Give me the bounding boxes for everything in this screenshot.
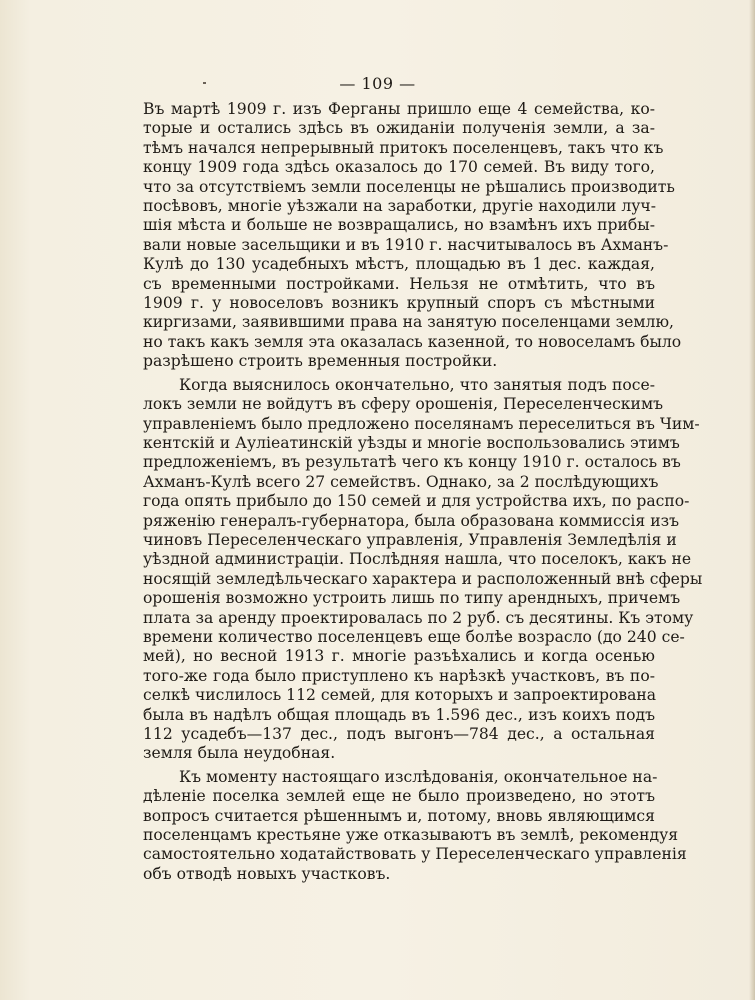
- text-line: Кулѣ до 130 усадебныхъ мѣстъ, площадью въ 1 дес. каждая,: [143, 255, 655, 274]
- text-line: самостоятельно ходатайствовать у Переселенческаго управленія: [143, 845, 687, 864]
- text-line: чиновъ Переселенческаго управленія, Управленія Земледѣлія и: [143, 530, 677, 549]
- text-line: 1909 г. у новоселовъ возникъ крупный споръ съ мѣстными: [143, 294, 655, 313]
- text-line: вали новые засельщики и въ 1910 г. насчитывалось въ Ахманъ-: [143, 235, 669, 254]
- page-number: — 109 —: [339, 74, 416, 93]
- text-line: что за отсутствіемъ земли поселенцы не рѣшались производить: [143, 177, 675, 196]
- page-edge-shadow: [749, 0, 755, 1000]
- text-line: вопросъ считается рѣшеннымъ и, потому, вновь являющимся: [143, 806, 655, 825]
- text-line: торые и остались здѣсь въ ожиданіи полученія земли, а за-: [143, 119, 655, 138]
- text-line: того-же года было приступлено къ нарѣзкѣ участковъ, въ по-: [143, 666, 655, 685]
- paragraph: [143, 100, 682, 372]
- text-line: управленіемъ было предложено поселянамъ переселиться въ Чим-: [143, 414, 700, 433]
- text-line: Когда выяснилось окончательно, что занятыя подъ посе-: [179, 375, 655, 394]
- text-line: дѣленіе поселка землей еще не было произведено, но этотъ: [143, 787, 655, 806]
- text-line: носящій земледѣльческаго характера и расположенный внѣ сферы: [143, 569, 703, 588]
- text-line: Ахманъ-Кулѣ всего 27 семействъ. Однако, за 2 послѣдующихъ: [143, 472, 659, 491]
- text-line: съ временными постройками. Нельзя не отмѣтить, что въ: [143, 274, 655, 293]
- text-line: года опять прибыло до 150 семей и для устройства ихъ, по распо-: [143, 492, 690, 511]
- paragraph: [143, 767, 687, 884]
- text-line: плата за аренду проектировалась по 2 руб. съ десятины. Къ этому: [143, 608, 694, 627]
- text-line: посѣвовъ, многіе уѣзжали на заработки, другіе находили луч-: [143, 197, 657, 216]
- body-text: [143, 100, 703, 884]
- text-line: концу 1909 года здѣсь оказалось до 170 семей. Въ виду того,: [143, 158, 655, 177]
- text-line: Къ моменту настоящаго изслѣдованія, окончательное на-: [179, 767, 658, 786]
- text-line: уѣздной администраціи. Послѣдняя нашла, что поселокъ, какъ не: [143, 550, 692, 569]
- text-line: была въ надѣлъ общая площадь въ 1.596 дес., изъ коихъ подъ: [143, 705, 655, 724]
- text-line: земля была неудобная.: [143, 744, 336, 763]
- text-line: кентскій и Ауліеатинскій уѣзды и многіе воспользовались этимъ: [143, 433, 680, 452]
- text-line: локъ земли не войдутъ въ сферу орошенія, Переселенческимъ: [143, 395, 663, 414]
- text-line: разрѣшено строить временныя постройки.: [143, 352, 498, 371]
- text-line: киргизами, заявившими права на занятую поселенцами землю,: [143, 313, 674, 332]
- text-line: селкѣ числилось 112 семей, для которыхъ и запроектирована: [143, 686, 657, 705]
- text-line: шія мѣста и больше не возвращались, но взамѣнъ ихъ прибы-: [143, 216, 655, 235]
- text-line: поселенцамъ крестьяне уже отказываютъ въ землѣ, рекомендуя: [143, 826, 679, 845]
- paragraph: [143, 375, 703, 764]
- text-line: но такъ какъ земля эта оказалась казенной, то новоселамъ было: [143, 332, 682, 351]
- text-line: объ отводѣ новыхъ участковъ.: [143, 864, 391, 883]
- paragraphs-container: [143, 100, 703, 884]
- text-line: орошенія возможно устроить лишь по типу арендныхъ, причемъ: [143, 589, 681, 608]
- text-line: тѣмъ начался непрерывный притокъ поселенцевъ, такъ что къ: [143, 138, 664, 157]
- text-line: времени количество поселенцевъ еще болѣе возрасло (до 240 се-: [143, 627, 685, 646]
- text-line: Въ мартѣ 1909 г. изъ Ферганы пришло еще 4 семейства, ко-: [143, 100, 655, 118]
- text-line: 112 усадебъ—137 дес., подъ выгонъ—784 дес., а остальная: [143, 725, 655, 743]
- text-line: мей), но весной 1913 г. многіе разъѣхались и когда осенью: [143, 647, 655, 666]
- text-line: ряженію генералъ-губернатора, была образована коммиссія изъ: [143, 511, 680, 530]
- text-line: предложеніемъ, въ результатѣ чего къ концу 1910 г. осталось въ: [143, 453, 681, 472]
